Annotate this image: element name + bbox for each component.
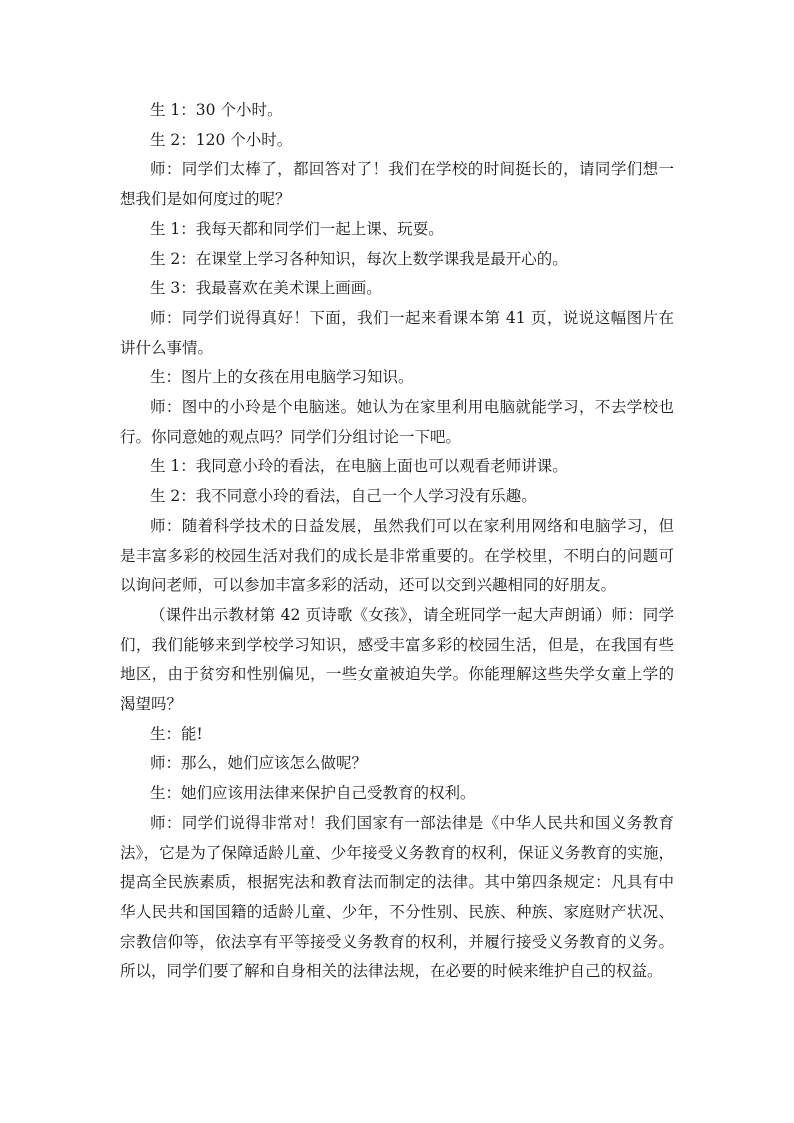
paragraph-student-yes: 生：能! (150, 724, 203, 743)
paragraph-student-law: 生：她们应该用法律来保护自己受教育的权利。 (150, 784, 476, 803)
paragraph-student1-reply: 生 1：我每天都和同学们一起上课、玩耍。 (150, 219, 444, 238)
paragraph-student1-answer: 生 1：30 个小时。 (150, 101, 283, 119)
paragraph-teacher-campus-life: 师：随着科学技术的日益发展，虽然我们可以在家利用网络和电脑学习，但是丰富多彩的校园生活对我们的成长是非常重要的。在学校里，不明白的问题可以询问老师，可以参加丰富多彩的活动，还可以交到兴趣相同的好朋友。 (120, 516, 674, 595)
paragraph-courseware-poem: （课件出示教材第 42 页诗歌《女孩》，请全班同学一起大声朗诵）师：同学们，我们能够来到学校学习知识，感受丰富多彩的校园生活，但是，在我国有些地区，由于贫穷和性别偏见，一些女童被迫失学。你能理解这些失学女童上学的渴望吗？ (120, 605, 674, 714)
paragraph-teacher-how: 师：那么，她们应该怎么做呢？ (150, 754, 368, 773)
paragraph-teacher-education-law: 师：同学们说得非常对！我们国家有一部法律是《中华人民共和国义务教育法》，它是为了保障适龄儿童、少年接受义务教育的权利，保证义务教育的实施，提高全民族素质，根据宪法和教育法而制定的法律。其中第四条规定：凡具有中华人民共和国国籍的适龄儿童、少年，不分性别、民族、种族、家庭财产状况、宗教信仰等，依法享有平等接受义务教育的权利，并履行接受义务教育的义务。所以，同学们要了解和自身相关的法律法规，在必要的时候来维护自己的权益。 (120, 813, 674, 981)
paragraph-teacher-page41: 师：同学们说得真好！下面，我们一起来看课本第 41 页，说说这幅图片在讲什么事情。 (120, 308, 674, 357)
paragraph-student1-agree: 生 1：我同意小玲的看法，在电脑上面也可以观看老师讲课。 (150, 457, 568, 476)
paragraph-student2-reply: 生 2：在课堂上学习各种知识，每次上数学课我是最开心的。 (150, 249, 568, 268)
paragraph-student-picture: 生：图片上的女孩在用电脑学习知识。 (150, 368, 414, 387)
paragraph-teacher-question: 师：同学们太棒了，都回答对了！我们在学校的时间挺长的，请同学们想一想我们是如何度过的呢？ (120, 160, 674, 209)
paragraph-student2-answer: 生 2：120 个小时。 (150, 130, 293, 149)
paragraph-student3-reply: 生 3：我最喜欢在美术课上画画。 (150, 279, 382, 298)
paragraph-teacher-xiaoling: 师：图中的小玲是个电脑迷。她认为在家里利用电脑就能学习，不去学校也行。你同意她的观点吗？同学们分组讨论一下吧。 (120, 398, 674, 446)
document-page (120, 96, 674, 987)
paragraph-student2-disagree: 生 2：我不同意小玲的看法，自己一个人学习没有乐趣。 (150, 487, 537, 506)
